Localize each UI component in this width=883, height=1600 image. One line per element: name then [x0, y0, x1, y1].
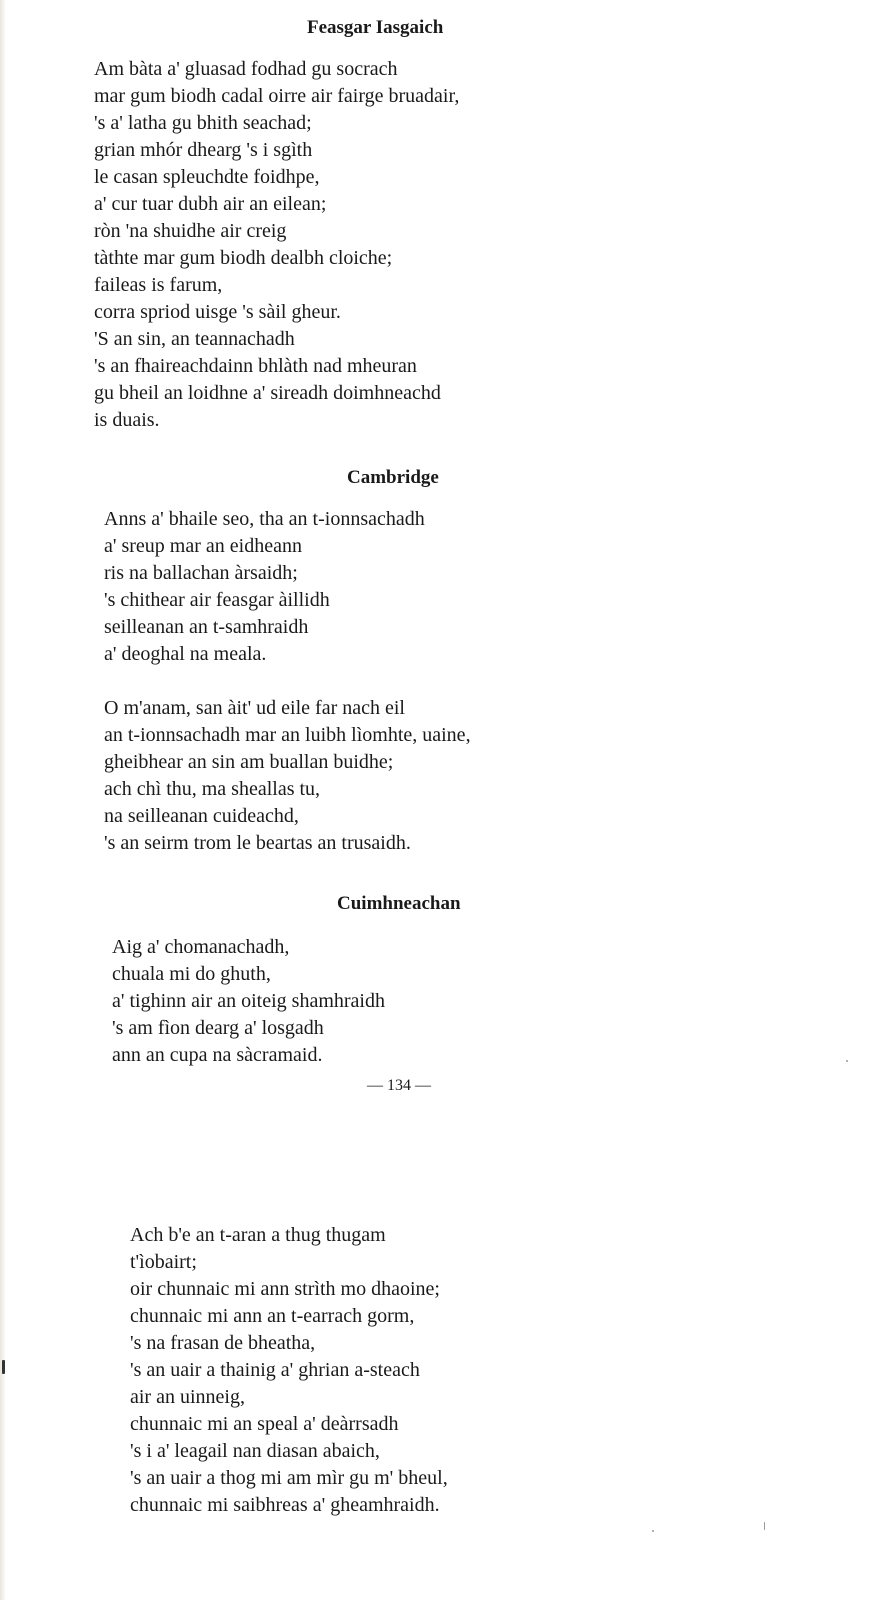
poem-line: a' deoghal na meala. — [104, 643, 267, 665]
poem-line: seilleanan an t-samhraidh — [104, 616, 309, 638]
stanza-break — [104, 668, 471, 695]
poem-line: Aig a' chomanachadh, — [112, 936, 290, 958]
poem-line: Am bàta a' gluasad fodhad gu socrach — [94, 58, 398, 80]
scan-speck — [764, 1522, 765, 1530]
poem-line: mar gum biodh cadal oirre air fairge bruadair, — [94, 85, 460, 107]
poem-line: air an uinneig, — [130, 1386, 245, 1408]
poem-line: is duais. — [94, 409, 160, 431]
scan-speck — [2, 1360, 5, 1374]
poem-line: grian mhór dhearg 's i sgìth — [94, 139, 313, 161]
poem-line: 's an fhaireachdainn bhlàth nad mheuran — [94, 355, 417, 377]
scan-speck — [652, 1530, 654, 1532]
poem-title-feasgar-iasgaich: Feasgar Iasgaich — [307, 17, 444, 38]
poem-line: ròn 'na shuidhe air creig — [94, 220, 287, 242]
poem-line: 's an seirm trom le beartas an trusaidh. — [104, 832, 411, 854]
poem-line: chunnaic mi an speal a' deàrrsadh — [130, 1413, 399, 1435]
poem-line: a' cur tuar dubh air an eilean; — [94, 193, 327, 215]
poem-line: le casan spleuchdte foidhpe, — [94, 166, 320, 188]
scan-speck — [846, 1060, 848, 1062]
poem-body-cambridge — [104, 506, 471, 857]
poem-line: ris na ballachan àrsaidh; — [104, 562, 298, 584]
poem-line: 's na frasan de bheatha, — [130, 1332, 316, 1354]
poem-body-cuimhneachan-continued — [130, 1222, 448, 1519]
poem-line: chuala mi do ghuth, — [112, 963, 271, 985]
poem-title-cuimhneachan: Cuimhneachan — [337, 893, 461, 914]
poem-line: gu bheil an loidhne a' sireadh doimhneachd — [94, 382, 441, 404]
poem-body-feasgar-iasgaich — [94, 56, 459, 434]
poem-line: 'S an sin, an teannachadh — [94, 328, 295, 350]
poem-line: 's am fìon dearg a' losgadh — [112, 1017, 324, 1039]
poem-line: 's chithear air feasgar àillidh — [104, 589, 330, 611]
poem-line: 's an uair a thainig a' ghrian a-steach — [130, 1359, 420, 1381]
poem-line: faileas is farum, — [94, 274, 223, 296]
poem-line: 's a' latha gu bhith seachad; — [94, 112, 312, 134]
poem-line: Ach b'e an t-aran a thug thugam — [130, 1224, 386, 1246]
poem-line: an t-ionnsachadh mar an luibh lìomhte, uaine, — [104, 724, 471, 746]
poem-line: ach chì thu, ma sheallas tu, — [104, 778, 321, 800]
poem-line: na seilleanan cuideachd, — [104, 805, 299, 827]
poem-line: Anns a' bhaile seo, tha an t-ionnsachadh — [104, 508, 425, 530]
poem-body-cuimhneachan — [112, 934, 385, 1069]
poem-line: oir chunnaic mi ann strìth mo dhaoine; — [130, 1278, 440, 1300]
poem-line: a' tighinn air an oiteig shamhraidh — [112, 990, 385, 1012]
poem-line: corra spriod uisge 's sàil gheur. — [94, 301, 341, 323]
poem-line: chunnaic mi saibhreas a' gheamhraidh. — [130, 1494, 440, 1516]
poem-title-cambridge: Cambridge — [347, 467, 439, 488]
poem-line: 's an uair a thog mi am mìr gu m' bheul, — [130, 1467, 448, 1489]
poem-line: gheibhear an sin am buallan buidhe; — [104, 751, 394, 773]
page-number: — 134 — — [367, 1077, 431, 1094]
poem-line: ann an cupa na sàcramaid. — [112, 1044, 323, 1066]
poem-line: chunnaic mi ann an t-earrach gorm, — [130, 1305, 415, 1327]
poem-line: a' sreup mar an eidheann — [104, 535, 302, 557]
poem-line: tàthte mar gum biodh dealbh cloiche; — [94, 247, 393, 269]
poem-line: O m'anam, san àit' ud eile far nach eil — [104, 697, 405, 719]
poem-line: t'ìobairt; — [130, 1251, 197, 1273]
poem-line: 's i a' leagail nan diasan abaich, — [130, 1440, 380, 1462]
page-break — [0, 1125, 883, 1185]
